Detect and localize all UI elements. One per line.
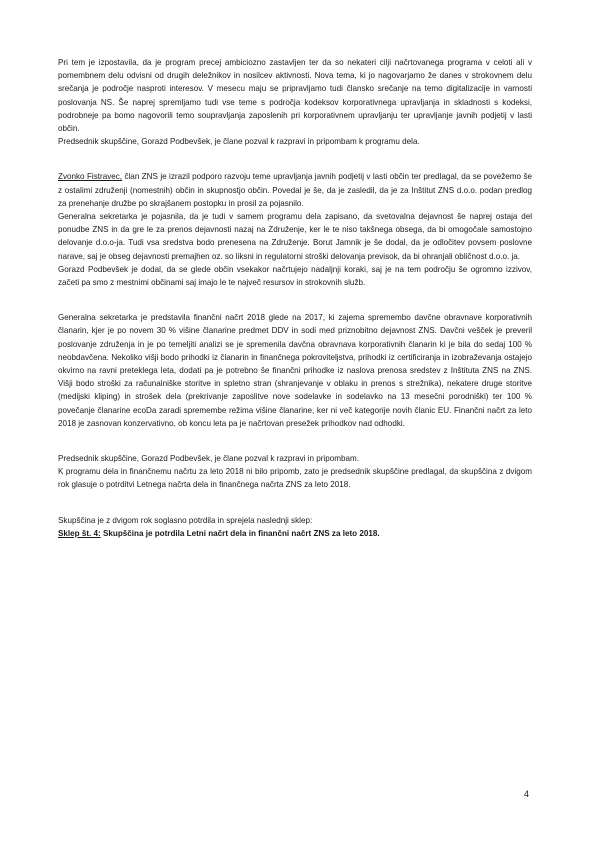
paragraph-financial-plan: Generalna sekretarka je predstavila finančni načrt 2018 glede na 2017, ki zajema spremembo davčne obravnave korporativnih članarin, kjer je po novem 30 % višine članarine predmet DDV in sodi med priznobitno dejavnost ZNS. Davčni vešček je preveril poslovanje združenja in je po temeljiti analizi se je spremenila davčna obravnava korporativnih članarin ki je bila do sedaj 100 % neobdavčena. Nekoliko višji bodo prihodki iz članarin in finančnega pokrovitelјstva, prihodki iz certificiranja in izobraževanja ostajejo okvirno na ravni preteklega leta, dodati pa je potrebno še finančni prihodke iz naslova prenosa sredstev z Inštituta ZNS na ZNS. Višji bodo stroški za računalniške storitve in spletno stran (shranjevanje v oblaku in prenos s strežnika), nekatere druge storitve (medijski kliping) in strošek dela (prekrivanje zaposlitve nove sodelavke in sodelavko na 13 mesečni porodniški) ter 100 % povečanje članarine ecoDa zaradi spremembe režima višine članarine, ker ni več kategorije novih članic EU. Finančni načrt za leto 2018 je zasnovan konzervativno, ob koncu leta pa je načrtovan presežek prihodkov nad odhodki. <box>58 313 532 428</box>
page-number: 4 <box>524 789 530 799</box>
paragraph-podbevsek-addition: Gorazd Podbevšek je dodal, da se glede občin vsekakor načrtujejo nadaljnji koraki, saj je na tem področju še ogromno izzivov, začeti pa smo z mestnimi občinami saj imajo le te največ resursov in strokovnih služb. <box>58 264 532 288</box>
paragraph-unanimous-adoption: Skupščina je z dvigom rok soglasno potrdila in sprejela naslednji sklep: <box>58 515 313 525</box>
member-comment-text: član ZNS je izrazil podporo razvoju teme upravljanja javnih podjetij v lasti občin ter predlagal, da se povežemo še z ostalimi združenji (nomestnih) občin in skupnostjo občin. Povedal je še, da je zasledil, da je za Inštitut ZNS d.o.o. podan predlog za prenehanje družbe po skrajšanem postopku in prosil za pojasnilo. <box>58 172 532 208</box>
resolution-text: Skupščina je potrdila Letni načrt dela in finančni načrt ZNS za leto 2018. <box>100 528 380 538</box>
resolution <box>58 527 532 540</box>
paragraph-secretary-explanation: Generalna sekretarka je pojasnila, da je tudi v samem programu dela zapisano, da svetovalna dejavnost še naprej ostaja del ponudbe ZNS in da gre le za prenos dejavnosti nazaj na Združenje, ker le te niso takšnega obsega, da bi omogočale samostojno delovanje d.o.o-ja. Tudi vsa sredstva bodo prenesena na Združenje. Borut Jamnik je še dodal, da je odločitev povsem poslovne narave, saj je obseg dejavnosti premajhen oz. so liksni in regulatorni stroški delovanja previsok, da bi ohranjali obličnost d.o.o. ja. <box>58 212 532 261</box>
resolution-label: Sklep št. 4: <box>58 528 101 538</box>
paragraph-program-ambitions: Pri tem je izpostavila, da je program precej ambiciozno zastavljen ter da so nekateri cilji načrtovanega programa v celoti ali v pomembnem delu odvisni od drugih deležnikov in nosilcev aktivnosti. Nova tema, ki jo nagovarjamo že danes v strokovnem delu srečanja je področje nasproti interesov. V mesecu maju se pripravljamo tudi člansko srečanje na temo digitalizacije in varnosti poslovanja NS. Še naprej spremljamo tudi vse teme s področja kodeksov korporativnega upravljanja in skladnosti s kodeksi, podrobneje pa bomo nagovorili temo soupravljanja zaposlenih pri korporativnem upravljanju ter upravljanje javnih podjetij v lasti občin. <box>58 58 532 134</box>
member-name: Zvonko Fistravec, <box>58 172 123 182</box>
paragraph-chair-call-discussion: Predsednik skupščine, Gorazd Podbevšek, je člane pozval k razpravi in pripombam k programu dela. <box>58 137 420 147</box>
paragraph-chair-call-comments: Predsednik skupščine, Gorazd Podbevšek, je člane pozval k razpravi in pripombam. <box>58 454 359 464</box>
paragraph-no-comments-vote: K programu dela in finančnemu načrtu za leto 2018 ni bilo pripomb, zato je predsednik skupščine predlagal, da skupščina z dvigom rok glasuje o potrditvi Letnega načrta dela in finančnega načrta ZNS za leto 2018. <box>58 467 532 490</box>
minutes-body <box>58 56 532 540</box>
paragraph-member-comment <box>58 170 532 210</box>
